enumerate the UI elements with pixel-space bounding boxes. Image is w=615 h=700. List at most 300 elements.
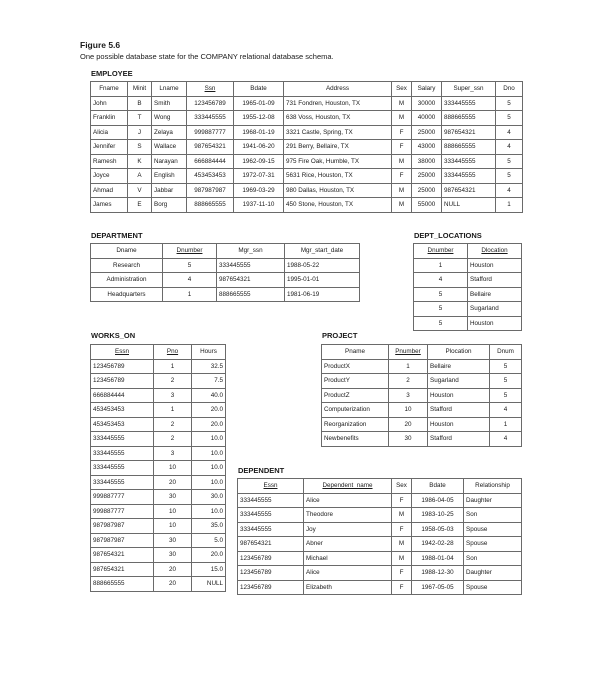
table-cell: 333445555 <box>238 493 304 508</box>
table-cell: James <box>91 198 128 213</box>
column-header: Lname <box>152 82 187 97</box>
table-cell: Sugarland <box>468 302 522 317</box>
table-row <box>91 504 226 519</box>
column-header: Hours <box>192 345 226 360</box>
table-cell: 5 <box>414 302 468 317</box>
table-row <box>91 111 523 126</box>
table-cell: 980 Dallas, Houston, TX <box>284 183 392 198</box>
table-cell: 1988-01-04 <box>412 551 464 566</box>
table-cell: 987987987 <box>91 519 154 534</box>
column-header: Bdate <box>412 479 464 494</box>
department-table <box>90 243 360 302</box>
table-cell: 5631 Rice, Houston, TX <box>284 169 392 184</box>
table-cell: 5 <box>496 154 523 169</box>
table-cell: 3 <box>154 446 192 461</box>
table-cell: M <box>392 508 412 523</box>
table-cell: 987654321 <box>442 125 496 140</box>
table-row <box>414 302 522 317</box>
table-cell: Michael <box>304 551 392 566</box>
table-cell: 40.0 <box>192 388 226 403</box>
table-cell: John <box>91 96 128 111</box>
table-cell: 10.0 <box>192 446 226 461</box>
table-row <box>91 519 226 534</box>
table-cell: 1983-10-25 <box>412 508 464 523</box>
table-cell: 333445555 <box>238 522 304 537</box>
table-cell: 4 <box>496 183 523 198</box>
table-cell: 999887777 <box>91 504 154 519</box>
table-cell: F <box>392 125 412 140</box>
table-cell: E <box>128 198 152 213</box>
table-cell: M <box>392 111 412 126</box>
column-header: Super_ssn <box>442 82 496 97</box>
table-cell: Houston <box>468 258 522 273</box>
table-cell: 1995-01-01 <box>285 273 360 288</box>
table-cell: Reorganization <box>322 417 389 432</box>
table-cell: Alice <box>304 493 392 508</box>
table-cell: 123456789 <box>238 580 304 595</box>
table-cell: 5 <box>490 374 522 389</box>
table-cell: 1958-05-03 <box>412 522 464 537</box>
table-cell: 333445555 <box>442 96 496 111</box>
table-row <box>238 537 522 552</box>
table-cell: Daughter <box>464 566 522 581</box>
table-cell: Wong <box>152 111 187 126</box>
table-cell: 453453453 <box>91 417 154 432</box>
column-header: Minit <box>128 82 152 97</box>
table-cell: 987654321 <box>91 562 154 577</box>
table-row <box>238 493 522 508</box>
table-cell: Research <box>91 258 163 273</box>
table-cell: 1 <box>496 198 523 213</box>
table-cell: 2 <box>154 432 192 447</box>
table-cell: F <box>392 169 412 184</box>
table-cell: 333445555 <box>187 111 234 126</box>
table-cell: Houston <box>428 417 490 432</box>
table-row <box>414 258 522 273</box>
table-cell: 333445555 <box>442 169 496 184</box>
table-row <box>414 273 522 288</box>
column-header: Dependent_name <box>304 479 392 494</box>
table-cell: Alice <box>304 566 392 581</box>
dependent-table <box>237 478 522 595</box>
table-cell: 1942-02-28 <box>412 537 464 552</box>
table-cell: Ramesh <box>91 154 128 169</box>
table-row <box>91 273 360 288</box>
table-cell: 333445555 <box>91 461 154 476</box>
table-cell: Jabbar <box>152 183 187 198</box>
table-cell: B <box>128 96 152 111</box>
table-cell: 453453453 <box>91 403 154 418</box>
table-cell: Bellaire <box>468 287 522 302</box>
table-cell: 15.0 <box>192 562 226 577</box>
column-header: Sex <box>392 82 412 97</box>
table-cell: 25000 <box>412 169 442 184</box>
table-cell: 5.0 <box>192 533 226 548</box>
table-cell: 1 <box>414 258 468 273</box>
table-cell: 10.0 <box>192 504 226 519</box>
table-cell: M <box>392 183 412 198</box>
table-cell: 888665555 <box>91 577 154 592</box>
table-cell: 5 <box>163 258 217 273</box>
table-cell: 1962-09-15 <box>234 154 284 169</box>
table-row <box>91 562 226 577</box>
table-cell: Jennifer <box>91 140 128 155</box>
table-cell: English <box>152 169 187 184</box>
table-cell: 4 <box>496 125 523 140</box>
column-header: Essn <box>91 345 154 360</box>
table-cell: 1 <box>163 287 217 302</box>
table-cell: Stafford <box>468 273 522 288</box>
table-row <box>91 183 523 198</box>
table-row <box>238 551 522 566</box>
table-cell: 5 <box>496 169 523 184</box>
table-row <box>91 287 360 302</box>
table-cell: Administration <box>91 273 163 288</box>
table-cell: 291 Berry, Bellaire, TX <box>284 140 392 155</box>
table-cell: 453453453 <box>187 169 234 184</box>
table-row <box>91 548 226 563</box>
table-cell: 1955-12-08 <box>234 111 284 126</box>
table-cell: Bellaire <box>428 359 490 374</box>
table-cell: F <box>392 140 412 155</box>
column-header: Mgr_ssn <box>217 244 285 259</box>
column-header: Dnumber <box>414 244 468 259</box>
dept-locations-label: DEPT_LOCATIONS <box>414 231 482 240</box>
header-row <box>414 244 522 259</box>
works-on-table <box>90 344 226 592</box>
column-header: Dnumber <box>163 244 217 259</box>
table-cell: 25000 <box>412 125 442 140</box>
table-cell: 987654321 <box>238 537 304 552</box>
table-cell: 1986-04-05 <box>412 493 464 508</box>
table-cell: 7.5 <box>192 374 226 389</box>
table-cell: ProductX <box>322 359 389 374</box>
table-cell: 20.0 <box>192 403 226 418</box>
table-cell: S <box>128 140 152 155</box>
column-header: Pno <box>154 345 192 360</box>
table-cell: 333445555 <box>91 446 154 461</box>
employee-table <box>90 81 523 213</box>
table-cell: Sugarland <box>428 374 490 389</box>
table-cell: NULL <box>192 577 226 592</box>
table-cell: 30000 <box>412 96 442 111</box>
table-cell: 123456789 <box>187 96 234 111</box>
table-cell: 30 <box>154 490 192 505</box>
table-cell: Borg <box>152 198 187 213</box>
table-cell: 20 <box>154 577 192 592</box>
table-cell: 333445555 <box>217 258 285 273</box>
table-row <box>91 198 523 213</box>
column-header: Relationship <box>464 479 522 494</box>
table-cell: Houston <box>468 316 522 331</box>
table-cell: 123456789 <box>91 359 154 374</box>
table-cell: 450 Stone, Houston, TX <box>284 198 392 213</box>
table-cell: A <box>128 169 152 184</box>
table-cell: V <box>128 183 152 198</box>
table-cell: F <box>392 493 412 508</box>
table-cell: 1965-01-09 <box>234 96 284 111</box>
table-cell: 2 <box>389 374 428 389</box>
header-row <box>91 345 226 360</box>
table-cell: 5 <box>490 359 522 374</box>
table-row <box>91 533 226 548</box>
table-cell: Spouse <box>464 537 522 552</box>
table-cell: K <box>128 154 152 169</box>
table-row <box>91 140 523 155</box>
table-cell: Theodore <box>304 508 392 523</box>
table-cell: 5 <box>496 111 523 126</box>
department-label: DEPARTMENT <box>91 231 143 240</box>
table-cell: 987987987 <box>187 183 234 198</box>
table-cell: F <box>392 580 412 595</box>
table-row <box>322 374 522 389</box>
column-header: Bdate <box>234 82 284 97</box>
table-cell: Spouse <box>464 580 522 595</box>
table-cell: 1969-03-29 <box>234 183 284 198</box>
table-row <box>238 580 522 595</box>
column-header: Ssn <box>187 82 234 97</box>
table-cell: 666884444 <box>187 154 234 169</box>
table-cell: 25000 <box>412 183 442 198</box>
table-cell: 10 <box>154 461 192 476</box>
table-row <box>238 522 522 537</box>
header-row <box>91 82 523 97</box>
column-header: Dname <box>91 244 163 259</box>
table-cell: F <box>392 522 412 537</box>
table-cell: 5 <box>496 96 523 111</box>
table-cell: 987654321 <box>187 140 234 155</box>
table-cell: M <box>392 154 412 169</box>
table-row <box>91 446 226 461</box>
dependent-label: DEPENDENT <box>238 466 285 475</box>
table-cell: 20 <box>154 562 192 577</box>
table-cell: 20 <box>389 417 428 432</box>
figure-title: Figure 5.6 <box>80 40 121 50</box>
table-cell: Headquarters <box>91 287 163 302</box>
table-cell: 2 <box>154 417 192 432</box>
table-cell: 35.0 <box>192 519 226 534</box>
table-cell: Computerization <box>322 403 389 418</box>
table-cell: 987654321 <box>91 548 154 563</box>
table-cell: 888665555 <box>442 140 496 155</box>
table-cell: 1 <box>389 359 428 374</box>
table-cell: 999887777 <box>187 125 234 140</box>
table-row <box>238 566 522 581</box>
column-header: Mgr_start_date <box>285 244 360 259</box>
table-cell: Zelaya <box>152 125 187 140</box>
table-cell: 987654321 <box>217 273 285 288</box>
table-cell: 30.0 <box>192 490 226 505</box>
table-cell: ProductY <box>322 374 389 389</box>
table-row <box>238 508 522 523</box>
table-cell: 3321 Castle, Spring, TX <box>284 125 392 140</box>
header-row <box>91 244 360 259</box>
table-row <box>91 461 226 476</box>
table-row <box>414 287 522 302</box>
column-header: Address <box>284 82 392 97</box>
table-row <box>91 403 226 418</box>
table-row <box>322 403 522 418</box>
column-header: Dno <box>496 82 523 97</box>
table-row <box>322 388 522 403</box>
table-row <box>91 417 226 432</box>
table-cell: 1988-05-22 <box>285 258 360 273</box>
table-cell: 123456789 <box>91 374 154 389</box>
column-header: Pname <box>322 345 389 360</box>
project-table <box>321 344 522 447</box>
table-cell: 888665555 <box>442 111 496 126</box>
table-cell: 5 <box>414 316 468 331</box>
table-row <box>91 432 226 447</box>
table-cell: 1941-06-20 <box>234 140 284 155</box>
table-cell: 43000 <box>412 140 442 155</box>
table-cell: 731 Fondren, Houston, TX <box>284 96 392 111</box>
column-header: Pnumber <box>389 345 428 360</box>
column-header: Sex <box>392 479 412 494</box>
table-cell: 40000 <box>412 111 442 126</box>
table-cell: 1981-06-19 <box>285 287 360 302</box>
table-cell: 1968-01-19 <box>234 125 284 140</box>
table-row <box>322 359 522 374</box>
table-row <box>91 577 226 592</box>
table-cell: 1 <box>154 403 192 418</box>
table-cell: J <box>128 125 152 140</box>
table-cell: 20.0 <box>192 417 226 432</box>
table-cell: 1 <box>154 359 192 374</box>
table-cell: Daughter <box>464 493 522 508</box>
table-row <box>322 417 522 432</box>
table-cell: 20 <box>154 475 192 490</box>
column-header: Essn <box>238 479 304 494</box>
table-cell: 32.5 <box>192 359 226 374</box>
table-cell: 20.0 <box>192 548 226 563</box>
table-cell: Stafford <box>428 403 490 418</box>
table-cell: 10.0 <box>192 475 226 490</box>
table-cell: 30 <box>389 432 428 447</box>
table-cell: 38000 <box>412 154 442 169</box>
table-row <box>91 490 226 505</box>
table-cell: Franklin <box>91 111 128 126</box>
table-cell: M <box>392 96 412 111</box>
table-cell: 55000 <box>412 198 442 213</box>
figure-caption: One possible database state for the COMPANY relational database schema. <box>80 52 334 61</box>
table-cell: Stafford <box>428 432 490 447</box>
table-row <box>91 475 226 490</box>
table-row <box>91 359 226 374</box>
table-cell: Abner <box>304 537 392 552</box>
table-cell: Alicia <box>91 125 128 140</box>
table-cell: 10.0 <box>192 461 226 476</box>
table-cell: 333445555 <box>91 475 154 490</box>
table-cell: 1988-12-30 <box>412 566 464 581</box>
table-cell: 123456789 <box>238 551 304 566</box>
table-cell: 638 Voss, Houston, TX <box>284 111 392 126</box>
table-row <box>91 125 523 140</box>
table-cell: Ahmad <box>91 183 128 198</box>
table-cell: 987654321 <box>442 183 496 198</box>
table-cell: Narayan <box>152 154 187 169</box>
table-cell: 3 <box>389 388 428 403</box>
column-header: Dlocation <box>468 244 522 259</box>
table-cell: Spouse <box>464 522 522 537</box>
table-cell: 666884444 <box>91 388 154 403</box>
table-cell: 333445555 <box>442 154 496 169</box>
table-cell: 999887777 <box>91 490 154 505</box>
employee-label: EMPLOYEE <box>91 69 133 78</box>
table-cell: 888665555 <box>217 287 285 302</box>
table-cell: 10 <box>389 403 428 418</box>
table-cell: 333445555 <box>91 432 154 447</box>
table-cell: 10 <box>154 519 192 534</box>
table-cell: 10.0 <box>192 432 226 447</box>
table-cell: 987987987 <box>91 533 154 548</box>
table-cell: NULL <box>442 198 496 213</box>
table-cell: 333445555 <box>238 508 304 523</box>
table-cell: 123456789 <box>238 566 304 581</box>
table-cell: 4 <box>490 432 522 447</box>
column-header: Fname <box>91 82 128 97</box>
table-cell: M <box>392 551 412 566</box>
table-cell: Elizabeth <box>304 580 392 595</box>
column-header: Salary <box>412 82 442 97</box>
table-cell: T <box>128 111 152 126</box>
table-cell: 975 Fire Oak, Humble, TX <box>284 154 392 169</box>
table-row <box>91 169 523 184</box>
table-cell: M <box>392 537 412 552</box>
table-cell: Wallace <box>152 140 187 155</box>
table-cell: 1972-07-31 <box>234 169 284 184</box>
table-cell: F <box>392 566 412 581</box>
table-cell: 5 <box>414 287 468 302</box>
table-cell: 4 <box>490 403 522 418</box>
table-cell: 10 <box>154 504 192 519</box>
table-cell: 1937-11-10 <box>234 198 284 213</box>
table-row <box>91 374 226 389</box>
table-cell: Son <box>464 508 522 523</box>
table-row <box>91 258 360 273</box>
table-cell: 4 <box>163 273 217 288</box>
header-row <box>322 345 522 360</box>
table-cell: Houston <box>428 388 490 403</box>
header-row <box>238 479 522 494</box>
table-cell: 2 <box>154 374 192 389</box>
table-cell: Son <box>464 551 522 566</box>
table-cell: 30 <box>154 533 192 548</box>
table-cell: 30 <box>154 548 192 563</box>
table-cell: 4 <box>414 273 468 288</box>
table-row <box>91 388 226 403</box>
table-cell: Joy <box>304 522 392 537</box>
table-cell: 4 <box>496 140 523 155</box>
table-cell: 3 <box>154 388 192 403</box>
table-row <box>414 316 522 331</box>
works-on-label: WORKS_ON <box>91 331 136 340</box>
column-header: Dnum <box>490 345 522 360</box>
table-cell: 1 <box>490 417 522 432</box>
table-row <box>91 154 523 169</box>
table-cell: 1967-05-05 <box>412 580 464 595</box>
table-row <box>322 432 522 447</box>
dept-locations-table <box>413 243 522 331</box>
table-cell: 5 <box>490 388 522 403</box>
table-cell: M <box>392 198 412 213</box>
project-label: PROJECT <box>322 331 358 340</box>
column-header: Plocation <box>428 345 490 360</box>
table-cell: Joyce <box>91 169 128 184</box>
table-cell: Smith <box>152 96 187 111</box>
table-cell: Newbenefits <box>322 432 389 447</box>
table-cell: ProductZ <box>322 388 389 403</box>
